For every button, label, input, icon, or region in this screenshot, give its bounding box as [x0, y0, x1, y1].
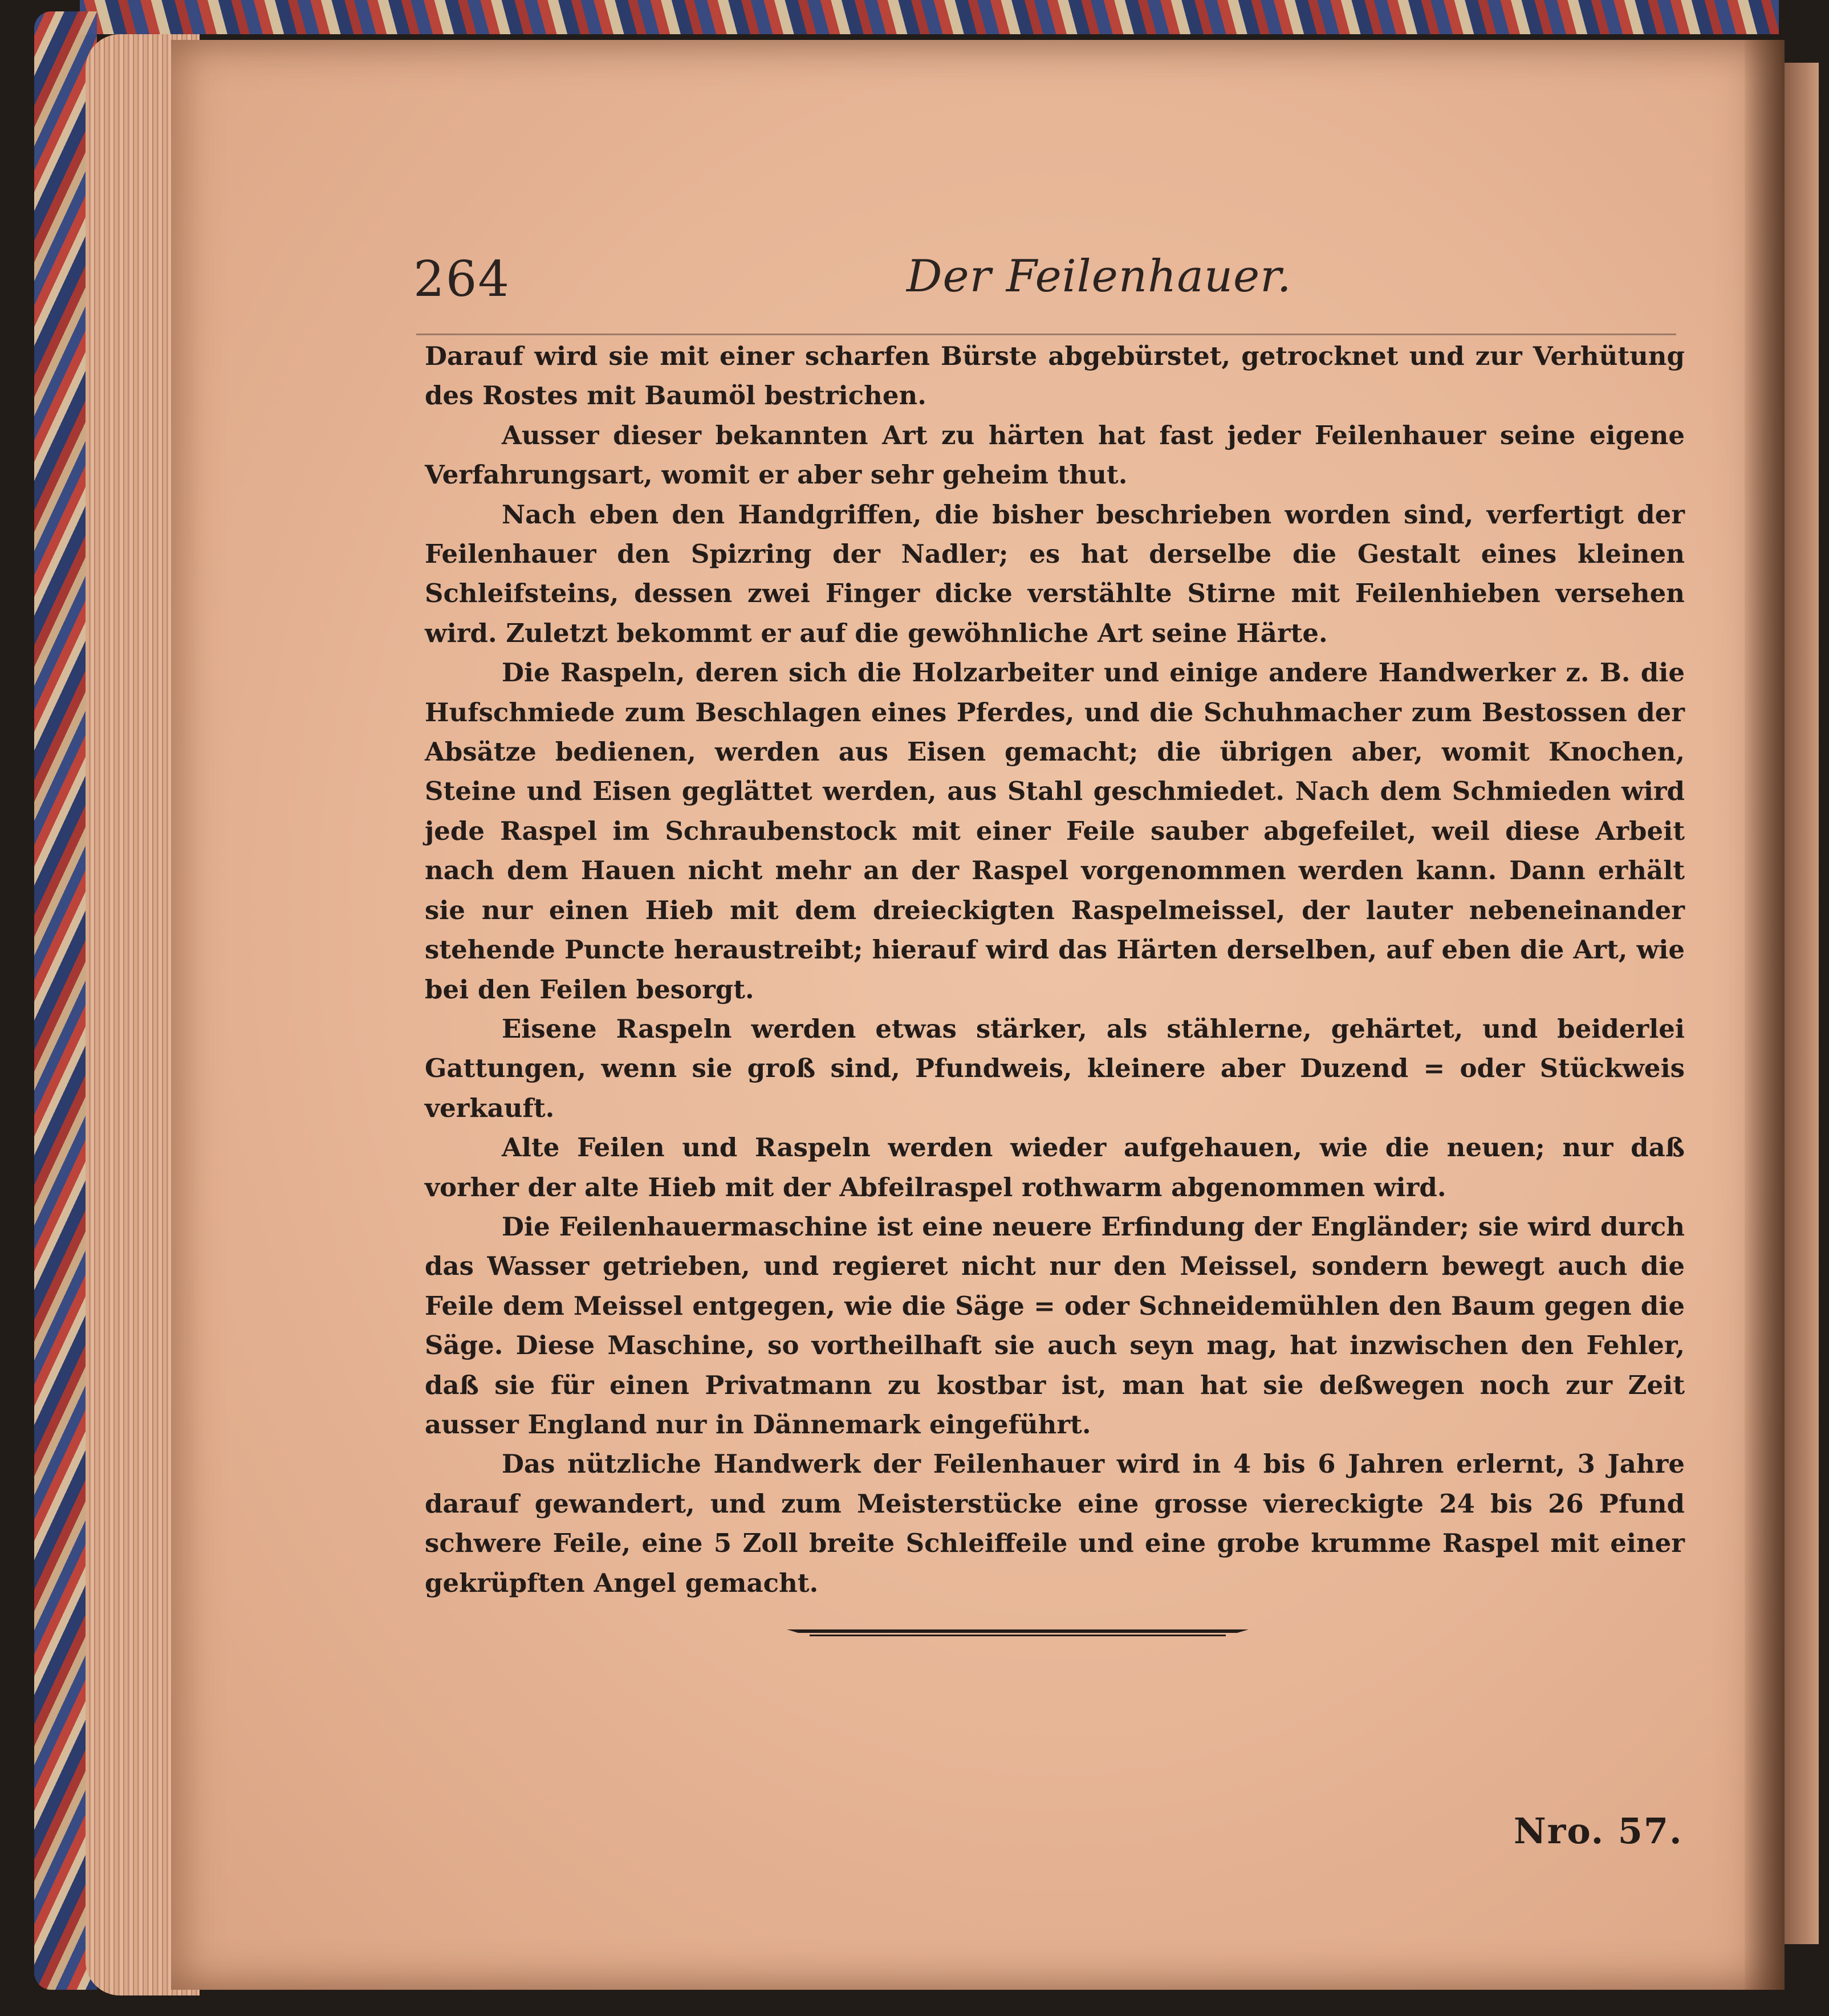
spine-shadow: [1745, 40, 1785, 1990]
signature-mark: Nro. 57.: [1514, 1810, 1683, 1852]
paragraph: Nach eben den Handgriffen, die bisher beschrieben worden sind, verfertigt der Feilenhauer den Spizring der Nadler; es hat derselbe die Gestalt eines kleinen Schleifsteins, dessen zwei Finger dicke verstählte Stirne mit Feilenhieben versehen wird. Zuletzt bekommt er auf die gewöhnliche Art seine Härte.: [425, 499, 1685, 648]
header-rule: [416, 334, 1676, 335]
body-text: [425, 336, 1685, 1603]
page-number: 264: [413, 251, 511, 308]
paragraph: Ausser dieser bekannten Art zu härten hat fast jeder Feilenhauer seine eigene Verfahrungsart, womit er aber sehr geheim thut.: [425, 420, 1685, 490]
ornamental-divider: [787, 1625, 1249, 1637]
marbled-cover-top: [80, 0, 1779, 34]
paragraph: Das nützliche Handwerk der Feilenhauer wird in 4 bis 6 Jahren erlernt, 3 Jahre darauf gewandert, und zum Meisterstücke eine grosse viereckigte 24 bis 26 Pfund schwere Feile, eine 5 Zoll breite Schleiffeile und eine grobe krumme Raspel mit einer gekrüpften Angel gemacht.: [425, 1449, 1685, 1598]
paragraph: Alte Feilen und Raspeln werden wieder aufgehauen, wie die neuen; nur daß vorher der alte Hieb mit der Abfeilraspel rothwarm abgenommen wird.: [425, 1132, 1685, 1202]
paragraph: Die Feilenhauermaschine ist eine neuere Erfindung der Engländer; sie wird durch das Wasser getrieben, und regieret nicht nur den Meissel, sondern bewegt auch die Feile dem Meissel entgegen, wie die Säge = oder Schneidemühlen den Baum gegen die Säge. Diese Maschine, so vortheilhaft sie auch seyn mag, hat inzwischen den Fehler, daß sie für einen Privatmann zu kostbar ist, man hat sie deßwegen noch zur Zeit ausser England nur in Dännemark eingeführt.: [425, 1211, 1685, 1440]
paragraph: Eisene Raspeln werden etwas stärker, als stählerne, gehärtet, und beiderlei Gattungen, wenn sie groß sind, Pfundweis, kleinere aber Duzend = oder Stückweis verkauft.: [425, 1013, 1685, 1123]
paragraph: Die Raspeln, deren sich die Holzarbeiter und einige andere Handwerker z. B. die Hufschmiede zum Beschlagen eines Pferdes, und die Schuhmacher zum Bestossen der Absätze bedienen, werden aus Eisen gemacht; die übrigen aber, womit Knochen, Steine und Eisen geglättet werden, aus Stahl geschmiedet. Nach dem Schmieden wird jede Raspel im Schraubenstock mit einer Feile sauber abgefeilet, weil diese Arbeit nach dem Hauen nicht mehr an der Raspel vorgenommen werden kann. Dann erhält sie nur einen Hieb mit dem dreieckigten Raspelmeissel, der lauter nebeneinander stehende Puncte heraustreibt; hierauf wird das Härten derselben, auf eben die Art, wie bei den Feilen besorgt.: [425, 657, 1685, 1005]
facing-page-edge: [1785, 63, 1819, 1944]
paragraph: Darauf wird sie mit einer scharfen Bürste abgebürstet, getrocknet und zur Verhütung des Rostes mit Baumöl bestrichen.: [425, 341, 1685, 411]
running-head: Der Feilenhauer.: [907, 251, 1292, 302]
